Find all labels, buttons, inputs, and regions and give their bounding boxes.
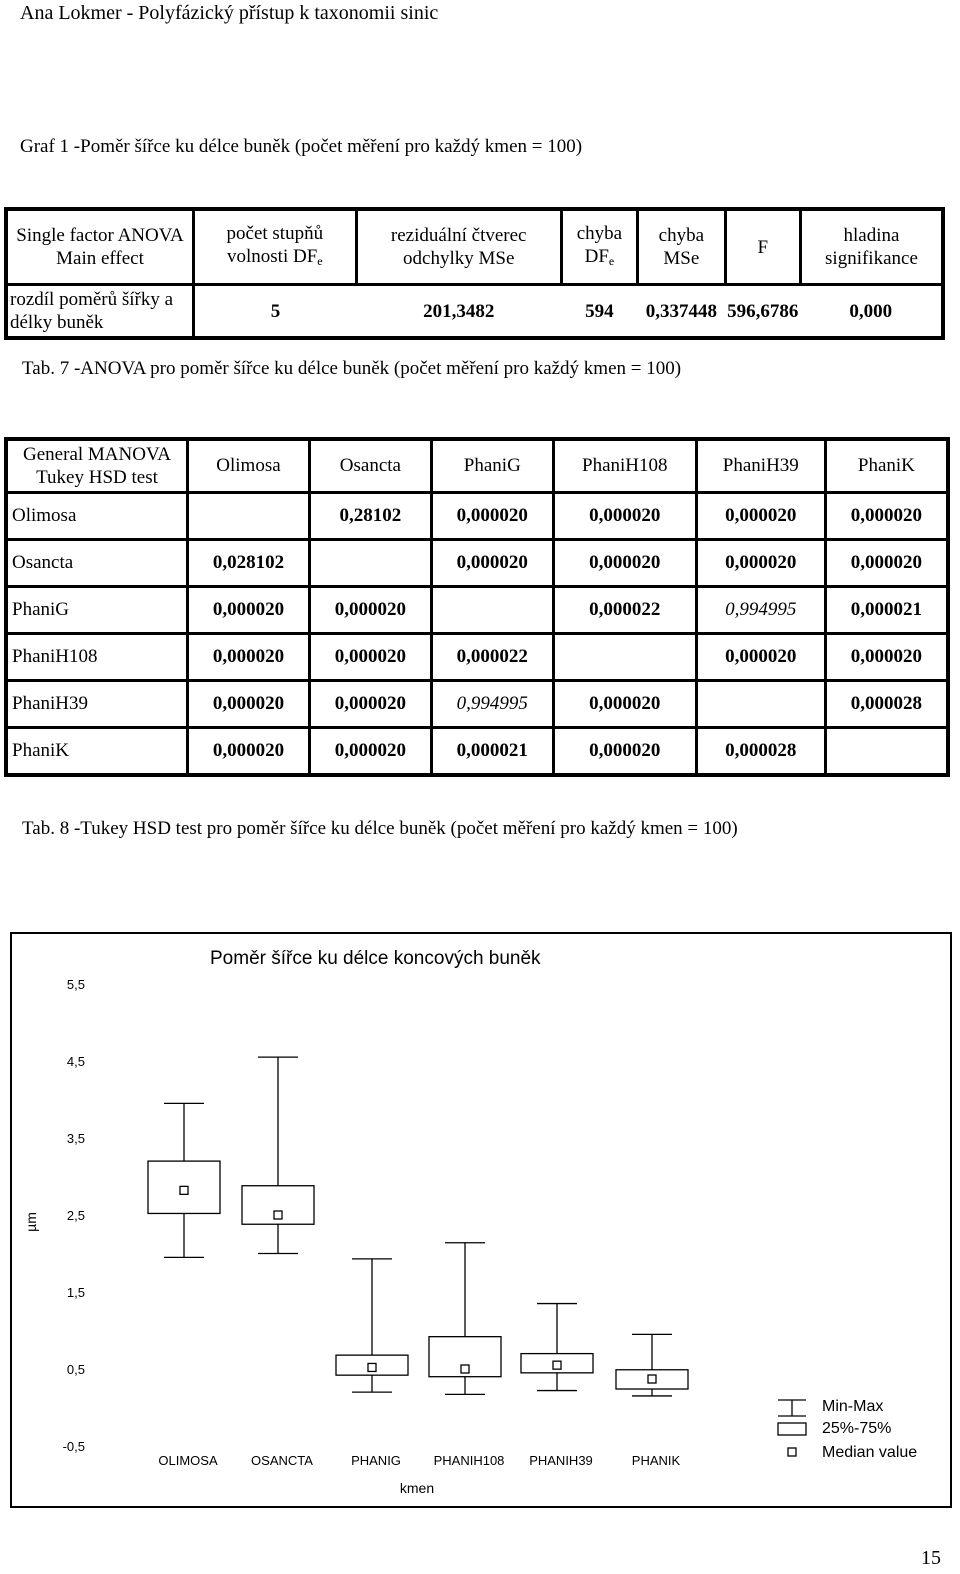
tukey-cell: 0,000020 bbox=[309, 728, 431, 776]
tukey-corner: General MANOVA Tukey HSD test bbox=[6, 439, 188, 493]
median-marker bbox=[553, 1361, 561, 1369]
tukey-col-header: PhaniH39 bbox=[696, 439, 825, 493]
tukey-cell: 0,000020 bbox=[553, 728, 696, 776]
tukey-cell bbox=[553, 634, 696, 681]
tukey-cell bbox=[431, 587, 553, 634]
tukey-cell: 0,000020 bbox=[825, 493, 948, 540]
anova-value: 596,6786 bbox=[725, 285, 800, 339]
tukey-cell: 0,000020 bbox=[188, 634, 310, 681]
page-number: 15 bbox=[921, 1547, 941, 1569]
anova-value: 5 bbox=[194, 285, 357, 339]
tukey-cell: 0,000020 bbox=[553, 681, 696, 728]
tukey-col-header: PhaniG bbox=[431, 439, 553, 493]
tukey-cell: 0,000020 bbox=[825, 540, 948, 587]
tukey-cell: 0,000020 bbox=[553, 493, 696, 540]
tukey-cell: 0,000022 bbox=[431, 634, 553, 681]
tukey-col-header: Osancta bbox=[309, 439, 431, 493]
tukey-cell: 0,000020 bbox=[188, 728, 310, 776]
tukey-cell bbox=[696, 681, 825, 728]
tukey-cell: 0,994995 bbox=[431, 681, 553, 728]
legend-label: Min-Max bbox=[822, 1398, 884, 1415]
anova-value: 0,000 bbox=[800, 285, 943, 339]
tukey-cell: 0,000020 bbox=[825, 634, 948, 681]
anova-header-mse: reziduální čtverec odchylky MSe bbox=[356, 209, 561, 285]
tukey-row-label: PhaniH39 bbox=[6, 681, 188, 728]
anova-header-significance: hladina signifikance bbox=[800, 209, 943, 285]
anova-header-df: počet stupňů volnosti $DF_e$ bbox=[194, 209, 357, 285]
y-axis-label: µm bbox=[23, 1212, 39, 1232]
x-tick-label: OLIMOSA bbox=[158, 1453, 218, 1468]
boxplot-chart bbox=[12, 934, 950, 1506]
tukey-cell: 0,000020 bbox=[553, 540, 696, 587]
legend-iqr-swatch bbox=[778, 1423, 806, 1435]
anova-value: 201,3482 bbox=[356, 285, 561, 339]
x-tick-label: PHANIK bbox=[631, 1453, 681, 1468]
anova-row-label: rozdíl poměrů šířky a délky buněk bbox=[6, 285, 194, 339]
x-tick-label: PHANIH39 bbox=[529, 1453, 593, 1468]
tukey-row-label: PhaniH108 bbox=[6, 634, 188, 681]
y-tick-label: 1,5 bbox=[66, 1285, 85, 1300]
tab7-caption: Tab. 7 -ANOVA pro poměr šířce ku délce buněk (počet měření pro každý kmen = 100) bbox=[22, 358, 682, 379]
x-tick-label: PHANIG bbox=[351, 1453, 401, 1468]
tukey-cell: 0,000020 bbox=[431, 493, 553, 540]
tukey-cell: 0,000020 bbox=[188, 681, 310, 728]
y-tick-label: 2,5 bbox=[66, 1208, 85, 1223]
anova-header-error-mse: chyba MSe bbox=[638, 209, 726, 285]
tukey-cell: 0,994995 bbox=[696, 587, 825, 634]
median-marker bbox=[461, 1365, 469, 1373]
tukey-cell bbox=[825, 728, 948, 776]
y-tick-label: 4,5 bbox=[66, 1054, 85, 1069]
tukey-cell: 0,28102 bbox=[309, 493, 431, 540]
page-header: Ana Lokmer - Polyfázický přístup k taxonomii sinic bbox=[20, 2, 439, 24]
median-marker bbox=[274, 1211, 282, 1219]
tukey-cell: 0,028102 bbox=[188, 540, 310, 587]
tukey-cell bbox=[309, 540, 431, 587]
median-marker bbox=[180, 1186, 188, 1194]
tukey-row-label: PhaniG bbox=[6, 587, 188, 634]
tukey-cell: 0,000020 bbox=[309, 681, 431, 728]
tukey-cell: 0,000020 bbox=[309, 634, 431, 681]
median-marker bbox=[648, 1375, 656, 1383]
median-marker bbox=[368, 1363, 376, 1371]
y-tick-label: 5,5 bbox=[66, 977, 85, 992]
x-tick-label: OSANCTA bbox=[251, 1453, 313, 1468]
tukey-col-header: PhaniH108 bbox=[553, 439, 696, 493]
anova-header-error-df: chyba $DF_e$ bbox=[561, 209, 637, 285]
anova-header-f: F bbox=[725, 209, 800, 285]
tukey-cell: 0,000020 bbox=[696, 540, 825, 587]
tukey-col-header: Olimosa bbox=[188, 439, 310, 493]
tukey-cell: 0,000020 bbox=[696, 634, 825, 681]
tukey-col-header: PhaniK bbox=[825, 439, 948, 493]
graph-caption: Graf 1 -Poměr šířce ku délce buněk (počet měření pro každý kmen = 100) bbox=[20, 136, 583, 157]
x-axis-label: kmen bbox=[399, 1480, 435, 1496]
tukey-cell: 0,000020 bbox=[188, 587, 310, 634]
y-tick-label: -0,5 bbox=[62, 1439, 85, 1454]
tukey-cell: 0,000020 bbox=[696, 493, 825, 540]
tukey-cell: 0,000020 bbox=[309, 587, 431, 634]
anova-value: 0,337448 bbox=[638, 285, 726, 339]
chart-title: Poměr šířce ku délce koncových buněk bbox=[210, 948, 541, 969]
anova-value: 594 bbox=[561, 285, 637, 339]
boxplot-chart-frame bbox=[10, 932, 952, 1508]
anova-header-main-effect: Single factor ANOVA Main effect bbox=[6, 209, 194, 285]
x-tick-label: PHANIH108 bbox=[433, 1453, 505, 1468]
y-tick-label: 0,5 bbox=[66, 1362, 85, 1377]
anova-table bbox=[4, 207, 945, 340]
tukey-cell: 0,000020 bbox=[431, 540, 553, 587]
tukey-cell: 0,000022 bbox=[553, 587, 696, 634]
tukey-cell: 0,000028 bbox=[696, 728, 825, 776]
tukey-row-label: Osancta bbox=[6, 540, 188, 587]
tukey-table bbox=[4, 437, 950, 777]
tukey-row-label: Olimosa bbox=[6, 493, 188, 540]
tukey-cell: 0,000021 bbox=[825, 587, 948, 634]
tab8-caption: Tab. 8 -Tukey HSD test pro poměr šířce ku délce buněk (počet měření pro každý kmen = 100) bbox=[22, 818, 738, 839]
tukey-cell bbox=[188, 493, 310, 540]
legend-label: 25%-75% bbox=[822, 1420, 892, 1437]
tukey-row-label: PhaniK bbox=[6, 728, 188, 776]
tukey-cell: 0,000028 bbox=[825, 681, 948, 728]
legend-label: Median value bbox=[822, 1444, 918, 1461]
legend-median-swatch bbox=[788, 1448, 796, 1456]
y-tick-label: 3,5 bbox=[66, 1131, 85, 1146]
tukey-cell: 0,000021 bbox=[431, 728, 553, 776]
